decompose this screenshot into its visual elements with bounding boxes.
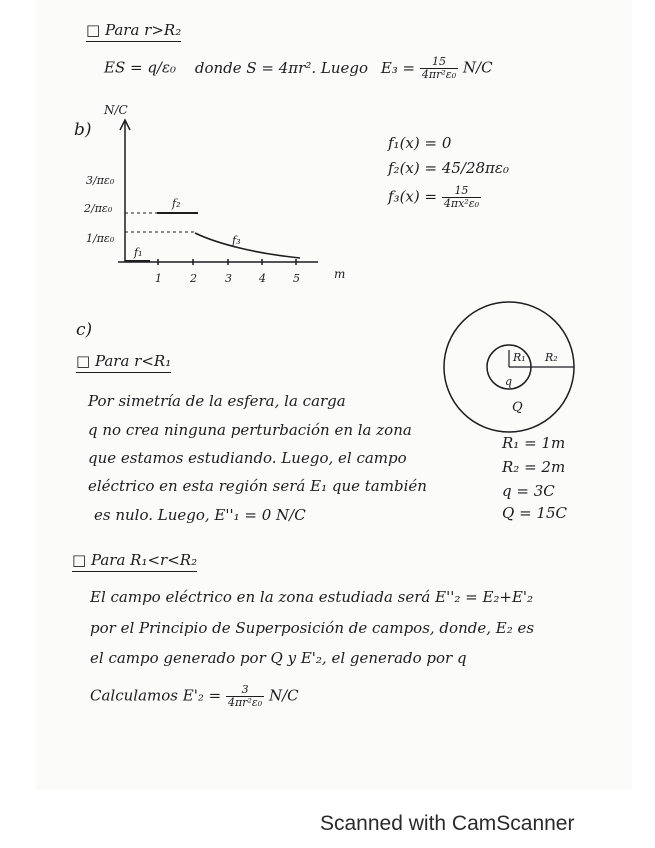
E3-fraction: $\frac{15}{\text{4πr²ε₀}}$: [421, 55, 457, 82]
value-q: q = 3C: [502, 482, 555, 500]
paragraph1-line-4: eléctrico en esta región será E₁ que también: [88, 477, 427, 495]
function-f2: f₂(x) = 45/28πε₀: [388, 159, 509, 177]
label-q: q: [505, 375, 513, 388]
calc-prefix: Calculamos E'₂ =: [90, 686, 222, 705]
paragraph1-line-1: Por simetría de la esfera, la carga: [88, 392, 346, 410]
gauss-law-lhs: ES = q/ε₀: [104, 58, 177, 77]
graph-x-unit: m: [334, 267, 346, 281]
E3-unit: N/C: [462, 58, 493, 77]
header-r-lt-R1: □ Para r<R₁: [76, 354, 171, 369]
header-R1-lt-r-lt-R2: □ Para R₁<r<R₂: [72, 553, 197, 568]
f3-fraction: $\frac{15}{\text{4πx²ε₀}}$: [443, 184, 480, 211]
y-tick-3: 3/πε₀: [86, 174, 115, 187]
scanner-watermark: Scanned with CamScanner: [320, 812, 575, 835]
value-R1: R₁ = 1m: [502, 434, 566, 452]
x-tick-2: 2: [190, 272, 197, 285]
paragraph2-line-2: por el Principio de Superposición de campos, donde, E₂ es: [90, 619, 535, 637]
x-tick-1: 1: [155, 272, 162, 285]
calc-E2-prime: [90, 684, 299, 709]
part-b-label: b): [74, 120, 92, 140]
y-tick-2: 2/πε₀: [84, 202, 113, 215]
paragraph1-line-3: que estamos estudiando. Luego, el campo: [88, 449, 407, 467]
header-r-gt-R2: □ Para r>R₂: [86, 23, 181, 38]
x-tick-4: 4: [259, 272, 266, 285]
y-tick-1: 1/πε₀: [86, 232, 115, 245]
part-c-label: c): [76, 320, 93, 340]
x-tick-3: 3: [225, 272, 232, 285]
calc-unit: N/C: [268, 686, 299, 705]
paragraph1-line-5: es nulo. Luego, E''₁ = 0 N/C: [94, 506, 306, 524]
paragraph2-line-1: El campo eléctrico en la zona estudiada será E''₂ = E₂+E'₂: [90, 588, 534, 606]
function-f1: f₁(x) = 0: [388, 134, 452, 152]
x-tick-5: 5: [293, 272, 300, 285]
curve-label-f3: f₃: [232, 234, 241, 247]
paragraph2-line-3: el campo generado por Q y E'₂, el generado por q: [90, 649, 467, 667]
calc-fraction: $\frac{3}{\text{4πr²ε₀}}$: [227, 683, 263, 710]
graph-y-unit: N/C: [104, 103, 128, 117]
paragraph1-line-2: q no crea ninguna perturbación en la zona: [88, 421, 412, 439]
value-Q: Q = 15C: [502, 504, 567, 522]
curve-label-f1: f₁: [134, 246, 143, 259]
label-R2: R₂: [545, 351, 558, 364]
curve-label-f2: f₂: [172, 197, 181, 210]
value-R2: R₂ = 2m: [502, 458, 566, 476]
label-Q: Q: [512, 400, 523, 415]
label-R1: R₁: [513, 351, 526, 364]
gauss-law-mid: donde S = 4πr². Luego: [194, 58, 369, 77]
function-f3: f₃(x) = $\frac{15}{\text{4πx²ε₀}}$: [388, 184, 480, 211]
E3-label: E₃ =: [380, 58, 416, 77]
